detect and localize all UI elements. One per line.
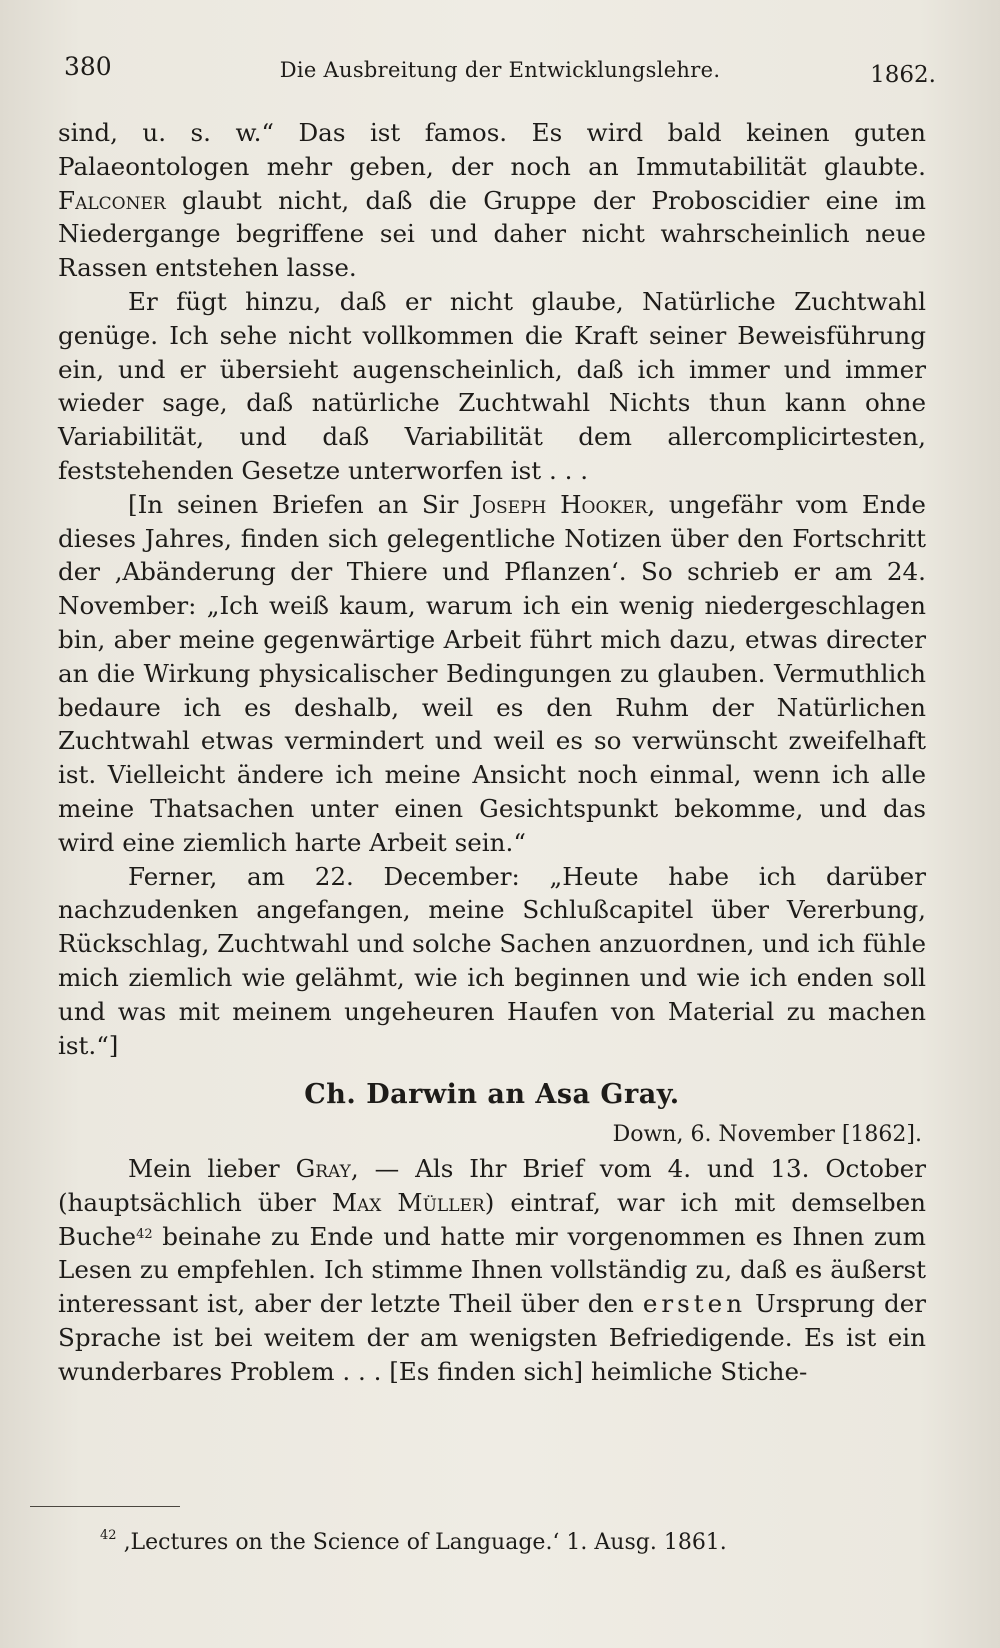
paragraph-text: , ungefähr vom Ende dieses Jahres, finden sich gelegentliche Notizen über den Fortschritt der ‚Abänderung der Thiere und Pflanzen‘. So schrieb er am 24. November: „Ich weiß kaum, warum ich ein wenig niedergeschlagen bin, aber meine gegenwärtige Arbeit führt mich dazu, etwas directer an die Wirkung physicalischer Bedingungen zu glauben. Vermuthlich bedaure ich es deshalb, weil es den Ruhm der Natürlichen Zuchtwahl etwas vermindert und weil es so verwünscht zweifelhaft ist. Vielleicht ändere ich meine Ansicht noch einmal, wenn ich alle meine Thatsachen unter einen Gesichtspunkt bekomme, und das wird eine ziemlich harte Arbeit sein.“ <box>58 489 926 857</box>
person-name: Gray <box>295 1153 351 1183</box>
page-number: 380 <box>64 52 112 81</box>
footnote-reference[interactable]: 42 <box>136 1226 153 1242</box>
header-year: 1862. <box>870 62 936 88</box>
letter-dateline: Down, 6. November [1862]. <box>612 1122 922 1148</box>
paragraph-4: Ferner, am 22. December: „Heute habe ich darüber nachzudenken angefangen, meine Schlußcapitel über Vererbung, Rückschlag, Zuchtwahl und solche Sachen anzuordnen, und ich fühle mich ziemlich wie gelähmt, wie ich beginnen und wie ich enden soll und was mit meinem ungeheuren Haufen von Material zu machen ist.“] <box>58 861 926 1060</box>
running-header <box>64 52 936 92</box>
paragraph-text: ) eintraf, war ich mit demselben Buche <box>58 1187 927 1251</box>
paragraph-text: sind, u. s. w.“ Das ist famos. Es wird bald keinen guten Palaeontologen mehr geben, der noch an Immutabilität glaubte. <box>58 118 926 181</box>
paragraph-text: Ursprung der Sprache ist bei weitem der am wenigsten Befriedigende. Es ist ein wunderbares Problem . . . [Es finden sich] heimliche Stiche- <box>58 1289 927 1386</box>
person-name: Joseph Hooker <box>472 489 648 519</box>
paragraph-2: Er fügt hinzu, daß er nicht glaube, Natürliche Zuchtwahl genüge. Ich sehe nicht vollkommen die Kraft seiner Beweisführung ein, und er übersieht augenscheinlich, daß ich immer und immer wieder sage, daß natürliche Zuchtwahl Nichts thun kann ohne Variabilität, und daß Variabilität dem allercomplicirtesten, feststehenden Gesetze unterworfen ist . . . <box>58 286 926 485</box>
paragraph-text: beinahe zu Ende und hatte mir vorgenommen es Ihnen zum Lesen zu empfehlen. Ich stimme Ihnen vollständig zu, daß es äußerst interessant ist, aber der letzte Theil über den <box>58 1221 926 1319</box>
letter-heading: Ch. Darwin an Asa Gray. <box>304 1079 680 1111</box>
running-title: Die Ausbreitung der Entwicklungslehre. <box>279 58 721 82</box>
paragraph-text: , — Als Ihr Brief vom 4. und 13. October (hauptsächlich über <box>58 1153 926 1217</box>
footnote-number: 42 <box>100 1528 117 1543</box>
person-name: Falconer <box>58 185 166 215</box>
emphasized-word: ersten <box>642 1289 747 1319</box>
letter-paragraph <box>58 1152 926 1389</box>
paragraph-text: [In seinen Briefen an Sir <box>128 489 473 519</box>
page-body <box>58 116 926 1388</box>
paragraph-text: glaubt nicht, daß die Gruppe der Proboscidier eine im Niedergange begriffene sei und daher nicht wahrscheinlich neue Rassen entstehen lasse. <box>58 185 926 283</box>
paragraph-text: Mein lieber <box>128 1153 296 1183</box>
paragraph-3 <box>58 488 926 860</box>
paragraph-1 <box>58 116 926 285</box>
person-name: Max Müller <box>331 1187 485 1217</box>
footnote <box>100 1530 727 1555</box>
footnote-rule <box>30 1506 180 1507</box>
footnote-text: ‚Lectures on the Science of Language.‘ 1. Ausg. 1861. <box>116 1530 727 1555</box>
